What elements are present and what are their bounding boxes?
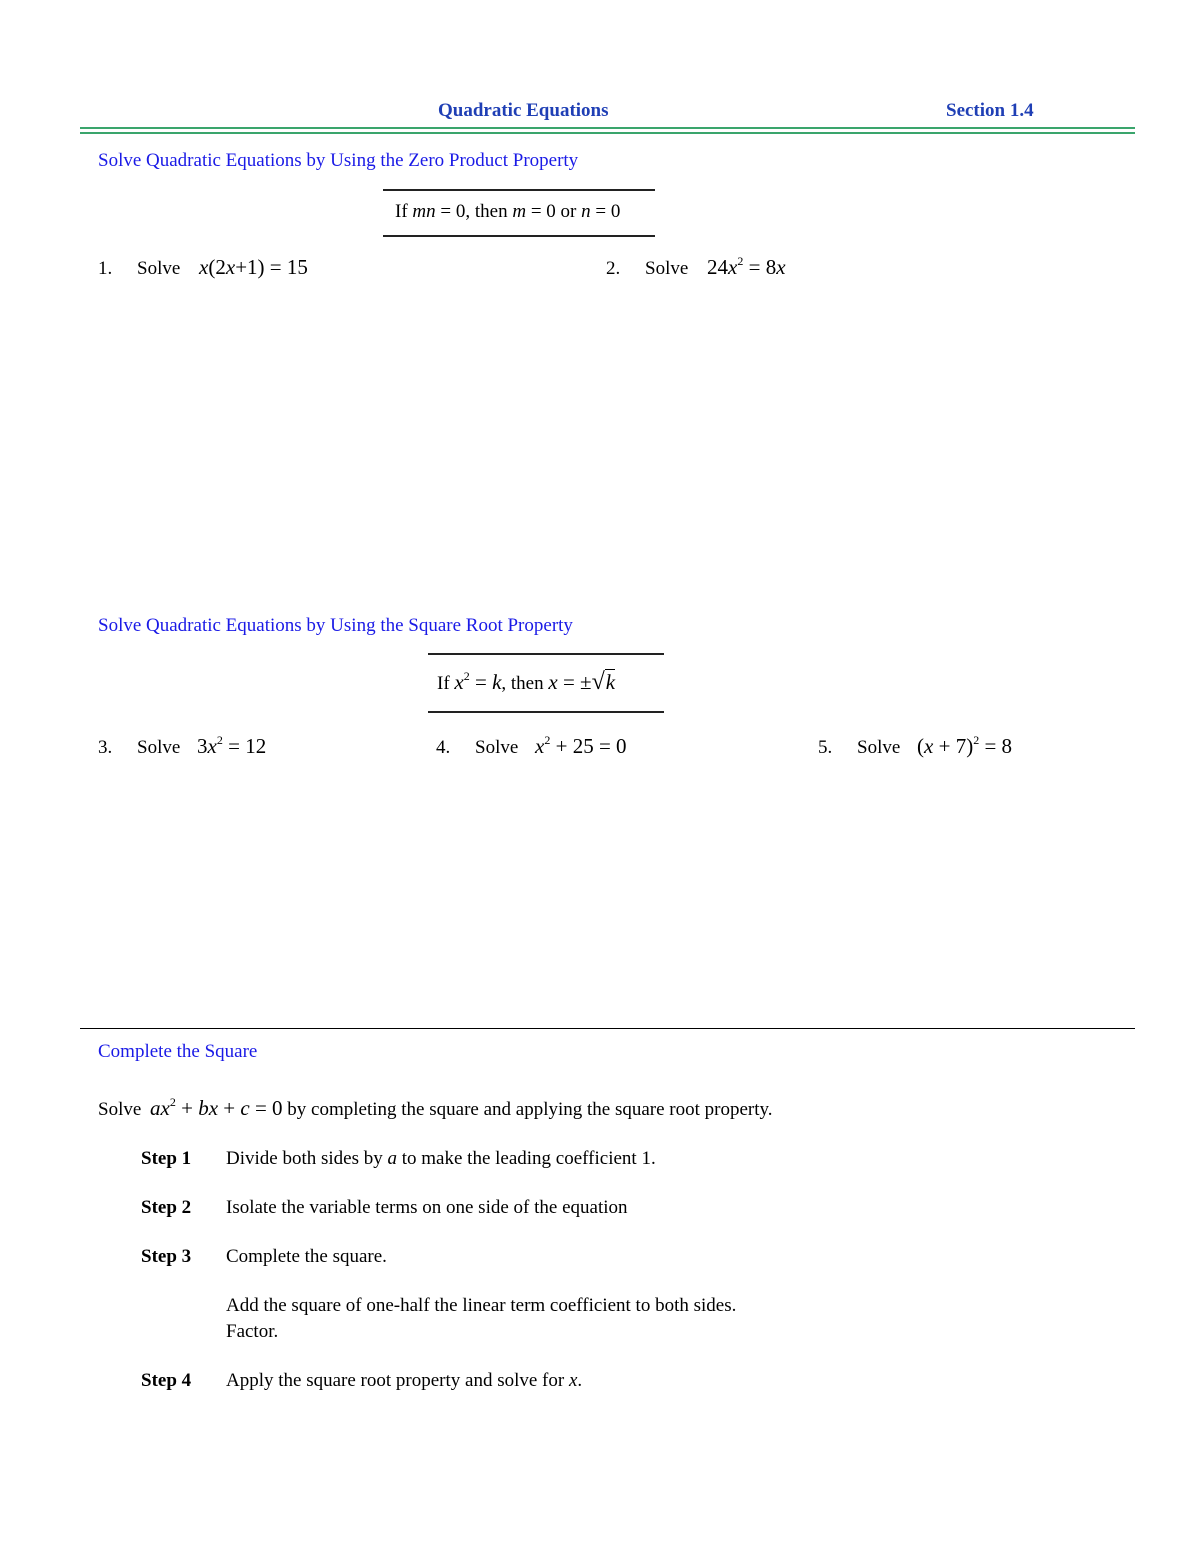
step-3-label: Step 3 — [141, 1246, 192, 1267]
step-3-text: Complete the square. — [226, 1246, 387, 1267]
zero-product-heading: Solve Quadratic Equations by Using the Zero Product Property — [98, 150, 579, 171]
problem-number: 5. — [818, 737, 833, 758]
zero-product-property: If mn = 0, then m = 0 or n = 0 — [395, 201, 621, 222]
problem-number: 3. — [98, 737, 113, 758]
page-title: Quadratic Equations — [438, 100, 609, 121]
problem-label: Solve — [857, 737, 901, 758]
problem-3: 3. Solve $3x^2 = 12$ — [98, 733, 267, 758]
problem-1: 1. Solve x(2x+1) = 15 — [98, 255, 308, 279]
problem-number: 4. — [436, 737, 451, 758]
problem-2: 2. Solve $24x^2 = 8x$ — [606, 254, 786, 279]
complete-square-intro: Solve $ax^2$ + bx + c = 0 by completing the square and applying the square root property. — [98, 1095, 773, 1120]
zero-product-box-bottom — [383, 235, 655, 237]
step-2-label: Step 2 — [141, 1197, 192, 1218]
step-3-subtext-2: Factor. — [226, 1321, 279, 1342]
problem-label: Solve — [645, 258, 689, 279]
square-root-heading: Solve Quadratic Equations by Using the Square Root Property — [98, 615, 573, 636]
problem-4: 4. Solve $x^2 + 25 = 0$ — [436, 733, 627, 758]
step-3-subtext-1: Add the square of one-half the linear term coefficient to both sides. — [226, 1295, 737, 1316]
zero-product-box-top — [383, 189, 655, 191]
step-1-text: Divide both sides by a to make the leading coefficient 1. — [226, 1148, 656, 1169]
square-root-property: If $x^2 = k$, then x = ±√k — [437, 669, 616, 695]
square-root-box-bottom — [428, 711, 664, 713]
section-divider — [80, 1028, 1135, 1029]
complete-square-heading: Complete the Square — [98, 1041, 258, 1062]
problem-label: Solve — [137, 258, 181, 279]
problem-label: Solve — [475, 737, 519, 758]
header-rule-bottom — [80, 132, 1135, 134]
problem-number: 2. — [606, 258, 621, 279]
square-root-symbol: √k — [591, 669, 616, 695]
problem-5: 5. Solve $(x + 7)^2 = 8$ — [818, 733, 1013, 758]
section-label: Section 1.4 — [946, 100, 1034, 121]
step-4-text: Apply the square root property and solve for x. — [226, 1370, 583, 1391]
step-1-label: Step 1 — [141, 1148, 192, 1169]
step-4-label: Step 4 — [141, 1370, 192, 1391]
square-root-box-top — [428, 653, 664, 655]
step-2-text: Isolate the variable terms on one side of the equation — [226, 1197, 628, 1218]
header-rule-top — [80, 127, 1135, 129]
problem-number: 1. — [98, 258, 113, 279]
problem-label: Solve — [137, 737, 181, 758]
